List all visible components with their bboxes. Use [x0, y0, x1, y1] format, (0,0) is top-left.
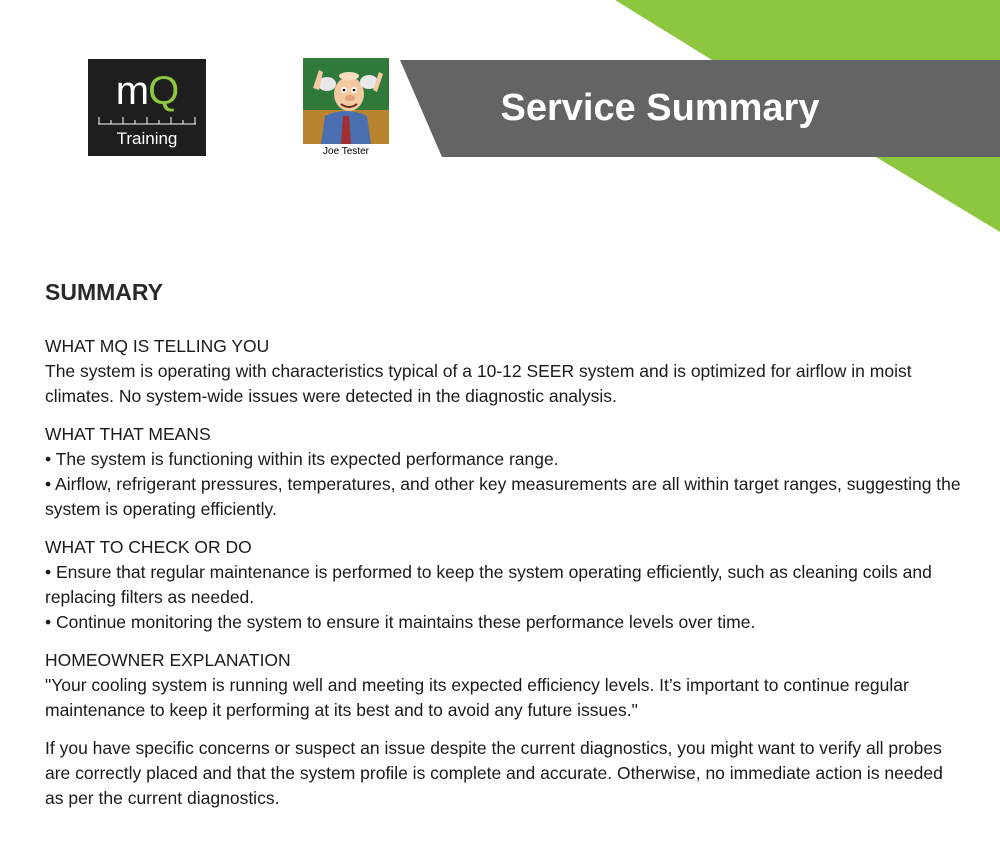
section-heading: WHAT TO CHECK OR DO: [45, 537, 252, 557]
section-homeowner-explanation: [45, 648, 965, 723]
green-accent-bottom: [876, 157, 1000, 232]
section-paragraph: "Your cooling system is running well and meeting its expected efficiency levels. It’s important to continue regular maintenance to keep it performing at its best and to avoid any future issues.": [45, 675, 909, 720]
summary-heading: SUMMARY: [45, 279, 163, 305]
section-what-mq-is-telling-you: [45, 334, 965, 409]
bullet-item: • Continue monitoring the system to ensure it maintains these performance levels over time.: [45, 612, 756, 632]
summary-content: [45, 276, 965, 811]
green-accent-top: [615, 0, 1000, 60]
logo-subtitle: Training: [116, 129, 178, 148]
technician-name: Joe Tester: [323, 146, 369, 157]
bullet-item: • Airflow, refrigerant pressures, temperatures, and other key measurements are all within target ranges, suggesting the system is operating efficiently.: [45, 474, 961, 519]
logo-wordmark: [88, 71, 206, 111]
bullet-item: • The system is functioning within its expected performance range.: [45, 449, 559, 469]
section-what-that-means: [45, 422, 965, 522]
section-heading: WHAT MQ IS TELLING YOU: [45, 336, 270, 356]
logo-letter-m: m: [115, 69, 149, 113]
section-heading: WHAT THAT MEANS: [45, 424, 211, 444]
bullet-item: • Ensure that regular maintenance is performed to keep the system operating efficiently, such as cleaning coils and replacing filters as needed.: [45, 562, 932, 607]
technician-profile: [303, 58, 389, 158]
page-title: Service Summary: [500, 87, 820, 129]
closing-paragraph: If you have specific concerns or suspect an issue despite the current diagnostics, you might want to verify all probes are correctly placed and that the system profile is complete and accurate. Otherwise, no immediate action is needed as per the current diagnostics.: [45, 738, 943, 808]
logo-letter-q: Q: [148, 69, 179, 113]
avatar: [303, 58, 389, 144]
section-heading: HOMEOWNER EXPLANATION: [45, 650, 291, 670]
section-paragraph: The system is operating with characteristics typical of a 10-12 SEER system and is optimized for airflow in moist climates. No system-wide issues were detected in the diagnostic analysis.: [45, 361, 912, 406]
section-what-to-check-or-do: [45, 535, 965, 635]
mq-training-logo: [88, 59, 206, 156]
ruler-icon: [98, 115, 196, 125]
